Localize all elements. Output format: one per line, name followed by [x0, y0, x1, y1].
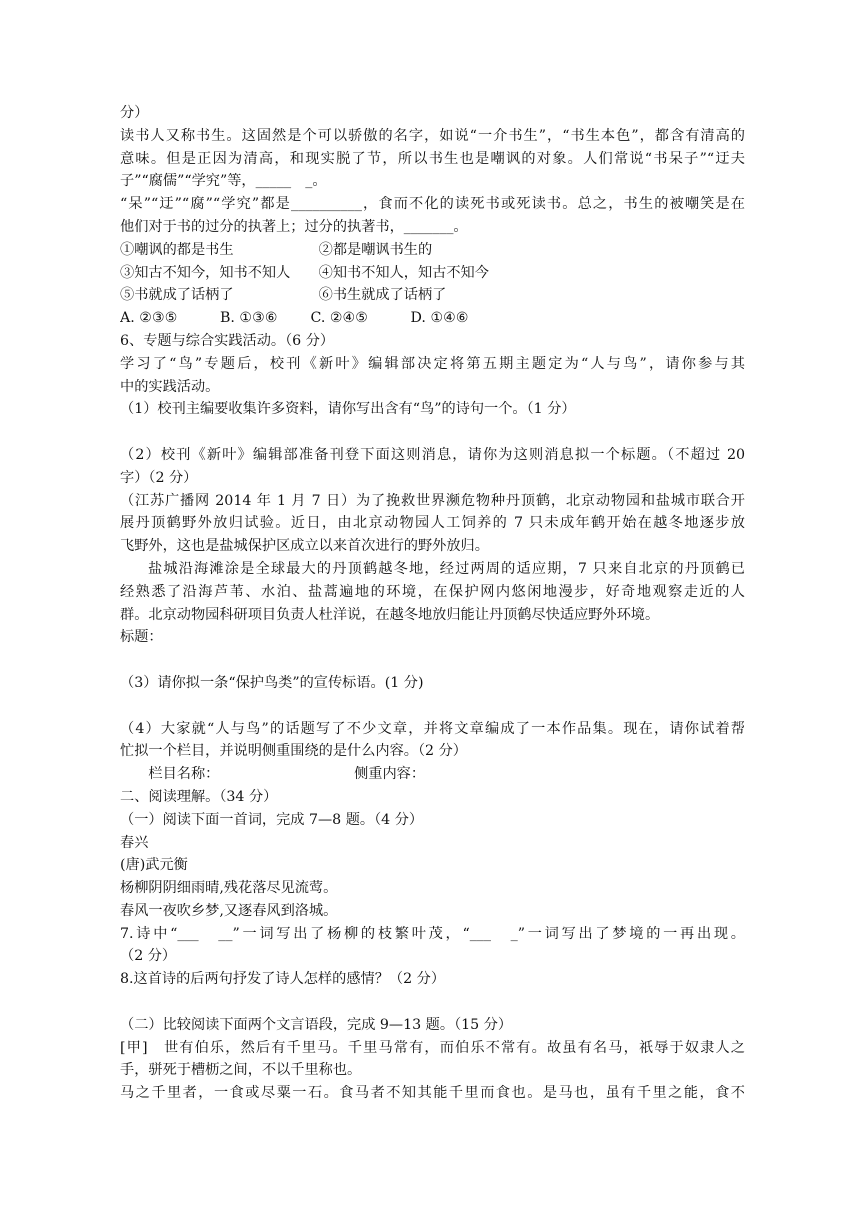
news-text: 盐城沿海滩涂是全球最大的丹顶鹤越冬地，经过两周的适应期，7 只来自北京的丹顶鹤已 [148, 560, 745, 577]
news-text: 群。北京动物园科研项目负责人杜洋说，在越冬地放归能让丹顶鹤尽快适应野外环境。 [120, 606, 660, 623]
question-8: 8.这首诗的后两句抒发了诗人怎样的感情？（2 分） [120, 971, 446, 988]
question-heading: 6、专题与综合实践活动。（6 分） [120, 332, 335, 349]
news-text: 展丹顶鹤野外放归试验。近日，由北京动物园人工饲养的 7 只未成年鹤开始在越冬地逐步放 [120, 515, 745, 532]
answer-space [120, 695, 745, 718]
text-line: 字）（2 分） [120, 469, 198, 486]
sub-section-heading: （一）阅读下面一首词，完成 7—8 题。（4 分） [120, 811, 424, 828]
news-text: （江苏广播网 2014 年 1 月 7 日）为了挽救世界濒危物种丹顶鹤，北京动物园和盐城市联合开 [120, 492, 745, 509]
sub-question: （3）请你拟一条“保护鸟类”的宣传标语。(1 分) [120, 674, 424, 691]
text-line: 忙拟一个栏目，并说明侧重围绕的是什么内容。（2 分） [120, 743, 467, 760]
text-line: （2 分） [120, 948, 177, 965]
news-text: 飞野外，这也是盐城保护区成立以来首次进行的野外放归。 [120, 538, 489, 555]
poem-line: 杨柳阴阴细雨晴,残花落尽见流莺。 [120, 880, 338, 897]
news-text: 经熟悉了沿海芦苇、水泊、盐蒿遍地的环境，在保护网内悠闲地漫步，好奇地观察走近的人 [120, 583, 745, 600]
sub-question: （1）校刊主编要收集许多资料，请你写出含有“鸟”的诗句一个。（1 分） [120, 401, 576, 418]
question-7: 7.诗中“___ __”一词写出了杨柳的枝繁叶茂，“___ _”一词写出了梦境的一再出现。 [120, 925, 745, 942]
sub-question: （4）大家就“人与鸟”的话题写了不少文章，并将文章编成了一本作品集。现在，请你试着帮 [120, 720, 745, 737]
classical-text: 马之千里者，一食或尽粟一石。食马者不知其能千里而食也。是马也，虽有千里之能，食不 [120, 1085, 745, 1102]
option-line: ⑤书就成了话柄了 ⑥书生就成了话柄了 [120, 287, 447, 304]
text-line: “呆”“迂”“腐”“学究”都是__________，食而不化的读死书或死读书。总之，书生的被嘲笑是在 [120, 196, 745, 213]
answer-space [120, 421, 745, 444]
text-line: 子”“腐儒”“学究”等，_____ _。 [120, 173, 327, 190]
option-line: ①嘲讽的都是书生 ②都是嘲讽书生的 [120, 241, 433, 258]
answer-space [120, 991, 745, 1014]
title-prompt: 标题： [120, 629, 163, 646]
answer-space [120, 649, 745, 672]
poem-title: 春兴 [120, 834, 149, 851]
text-line: 学习了“鸟”专题后，校刊《新叶》编辑部决定将第五期主题定为“人与鸟”，请你参与其 [120, 355, 745, 372]
document-page [120, 102, 745, 1105]
classical-text: [甲] 世有伯乐，然后有千里马。千里马常有，而伯乐不常有。故虽有名马，祇辱于奴隶人之 [120, 1039, 745, 1056]
text-line: 意味。但是正因为清高，和现实脱了节，所以书生也是嘲讽的对象。人们常说“书呆子”“迂夫 [120, 150, 745, 167]
text-line: 他们对于书的过分的执著上；过分的执著书，_______。 [120, 218, 468, 235]
option-line: ③知古不知今，知书不知人 ④知书不知人，知古不知今 [120, 264, 489, 281]
classical-text: 手，骈死于槽枥之间，不以千里称也。 [120, 1062, 362, 1079]
answer-choices: A. ②③⑤ B. ①③⑥ C. ②④⑤ D. ①④⑥ [120, 310, 469, 327]
text-line: 分） [120, 105, 149, 121]
poem-line: 春风一夜吹乡梦,又逐春风到洛城。 [120, 902, 338, 919]
sub-section-heading: （二）比较阅读下面两个文言语段，完成 9—13 题。（15 分） [120, 1016, 513, 1033]
sub-question: （2）校刊《新叶》编辑部准备刊登下面这则消息，请你为这则消息拟一个标题。（不超过 20 [120, 446, 745, 463]
text-line: 读书人又称书生。这固然是个可以骄傲的名字，如说“一介书生”，“书生本色”，都含有清高的 [120, 127, 745, 144]
text-line: 中的实践活动。 [120, 378, 220, 395]
column-fields: 栏目名称： 侧重内容： [120, 766, 426, 783]
section-heading: 二、阅读理解。（34 分） [120, 788, 278, 805]
poem-author: (唐)武元衡 [120, 857, 188, 874]
